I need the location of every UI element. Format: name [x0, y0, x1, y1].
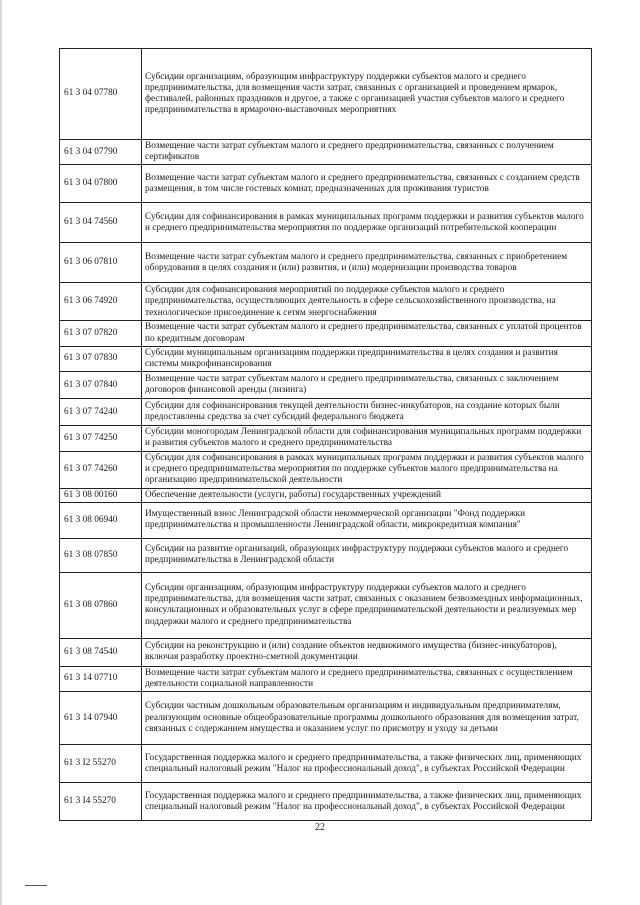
- description-cell: Субсидии для софинансирования в рамках муниципальных программ поддержки и развития субъектов малого и среднего предпринимательства мероприятия по поддержке организаций потребительской кооперации: [142, 203, 592, 243]
- table-row: [60, 283, 592, 321]
- code-cell: 61 3 07 07820: [60, 321, 142, 346]
- description-cell: Возмещение части затрат субъектам малого и среднего предпринимательства, связанных с приобретением оборудования в целях создания и (или) развития, и (или) модернизации производства товаров: [142, 243, 592, 283]
- description-cell: Обеспечение деятельности (услуги, работы) государственных учреждений: [142, 488, 592, 502]
- code-cell: 61 3 06 07810: [60, 243, 142, 283]
- code-cell: 61 3 14 07940: [60, 692, 142, 745]
- description-cell: Субсидии организациям, образующим инфраструктуру поддержки субъектов малого и среднего предпринимательства, для возмещения части затрат, связанных с организацией и проведением ярмарок, фестивалей, районных праздников и другое, а также с организацией участия субъектов малого и среднего предпринимательства в ярмарочно-выставочных мероприятиях: [142, 49, 592, 140]
- description-cell: Субсидии на развитие организаций, образующих инфраструктуру поддержки субъектов малого и среднего предпринимательства в Ленинградской области: [142, 538, 592, 572]
- table-row: [60, 399, 592, 426]
- table-row: [60, 49, 592, 140]
- table-row: [60, 243, 592, 283]
- code-cell: 61 3 06 74920: [60, 283, 142, 321]
- code-cell: 61 3 07 74250: [60, 426, 142, 451]
- table-row: [60, 692, 592, 745]
- table-row: [60, 346, 592, 371]
- description-cell: Субсидии на реконструкцию и (или) создание объектов недвижимого имущества (бизнес-инкубаторов), включая разработку проектно-сметной документации: [142, 638, 592, 666]
- table-row: [60, 666, 592, 691]
- table-row: [60, 165, 592, 203]
- description-cell: Возмещение части затрат субъектам малого и среднего предпринимательства, связанных с получением сертификатов: [142, 140, 592, 165]
- code-cell: 61 3 07 07830: [60, 346, 142, 371]
- code-cell: 61 3 08 74540: [60, 638, 142, 666]
- table-row: [60, 372, 592, 399]
- page-number: 22: [315, 822, 325, 833]
- code-cell: 61 3 07 74240: [60, 399, 142, 426]
- code-cell: 61 3 08 00160: [60, 488, 142, 502]
- description-cell: Возмещение части затрат субъектам малого и среднего предпринимательства, связанных с созданием средств размещения, в том числе гостевых комнат, предназначенных для проживания туристов: [142, 165, 592, 203]
- table-row: [60, 502, 592, 538]
- code-cell: 61 3 04 07780: [60, 49, 142, 140]
- description-cell: Субсидии для софинансирования мероприятий по поддержке субъектов малого и среднего предпринимательства, осуществляющих деятельность в сфере сельскохозяйственного производства, на технологическое присоединение к сетям энергоснабжения: [142, 283, 592, 321]
- description-cell: Субсидии частным дошкольным образовательным организациям и индивидуальным предпринимателям, реализующим основные общеобразовательные программы дошкольного образования для возмещения затрат, связанных с содержанием имущества и оказанием услуг по присмотру и уходу за детьми: [142, 692, 592, 745]
- table-row: [60, 140, 592, 165]
- table-row: [60, 572, 592, 638]
- code-cell: 61 3 I4 55270: [60, 783, 142, 821]
- code-cell: 61 3 07 07840: [60, 372, 142, 399]
- code-cell: 61 3 07 74260: [60, 451, 142, 488]
- description-cell: Субсидии муниципальным организациям поддержки предпринимательства в целях создания и развития системы микрофинансирования: [142, 346, 592, 371]
- code-cell: 61 3 14 07710: [60, 666, 142, 691]
- description-cell: Субсидии для софинансирования текущей деятельности бизнес-инкубаторов, на создание которых были предоставлены средства за счет субсидий федерального бюджета: [142, 399, 592, 426]
- code-cell: 61 3 04 07800: [60, 165, 142, 203]
- description-cell: Возмещение части затрат субъектам малого и среднего предпринимательства, связанных с осуществлением деятельности социальной направленности: [142, 666, 592, 691]
- code-cell: 61 3 04 07790: [60, 140, 142, 165]
- budget-codes-table: [59, 48, 592, 821]
- description-cell: Субсидии организациям, образующим инфраструктуру поддержки субъектов малого и среднего предпринимательства, для возмещения части затрат, связанных с оказанием безвозмездных информационных, консультационных и образовательных услуг в сфере предпринимательской деятельности и реализуемых мер поддержки малого и среднего предпринимательства: [142, 572, 592, 638]
- code-cell: 61 3 08 06940: [60, 502, 142, 538]
- table-row: [60, 538, 592, 572]
- description-cell: Имущественный взнос Ленинградской области некоммерческой организации "Фонд поддержки предпринимательства и промышленности Ленинградской области, микрокредитная компания": [142, 502, 592, 538]
- table-row: [60, 488, 592, 502]
- table-row: [60, 783, 592, 821]
- description-cell: Возмещение части затрат субъектам малого и среднего предпринимательства, связанных с уплатой процентов по кредитным договорам: [142, 321, 592, 346]
- table-row: [60, 638, 592, 666]
- description-cell: Субсидии для софинансирования в рамках муниципальных программ поддержки и развития субъектов малого и среднего предпринимательства мероприятия по поддержке субъектов малого предпринимательства на организацию предпринимательской деятельности: [142, 451, 592, 488]
- scan-edge: [0, 0, 2, 905]
- table-row: [60, 321, 592, 346]
- table-row: [60, 451, 592, 488]
- description-cell: Субсидии моногородам Ленинградской области для софинансирования муниципальных программ поддержки и развития субъектов малого и среднего предпринимательства: [142, 426, 592, 451]
- description-cell: Возмещение части затрат субъектам малого и среднего предпринимательства, связанных с заключением договоров финансовой аренды (лизинга): [142, 372, 592, 399]
- description-cell: Государственная поддержка малого и среднего предпринимательства, а также физических лиц, применяющих специальный налоговый режим "Налог на профессиональный доход", в субъектах Российской Федерации: [142, 783, 592, 821]
- table-row: [60, 203, 592, 243]
- description-cell: Государственная поддержка малого и среднего предпринимательства, а также физических лиц, применяющих специальный налоговый режим "Налог на профессиональный доход", в субъектах Российской Федерации: [142, 745, 592, 783]
- code-cell: 61 3 I2 55270: [60, 745, 142, 783]
- code-cell: 61 3 08 07860: [60, 572, 142, 638]
- table-row: [60, 745, 592, 783]
- code-cell: 61 3 08 07850: [60, 538, 142, 572]
- table-row: [60, 426, 592, 451]
- scan-mark: [25, 885, 47, 886]
- code-cell: 61 3 04 74560: [60, 203, 142, 243]
